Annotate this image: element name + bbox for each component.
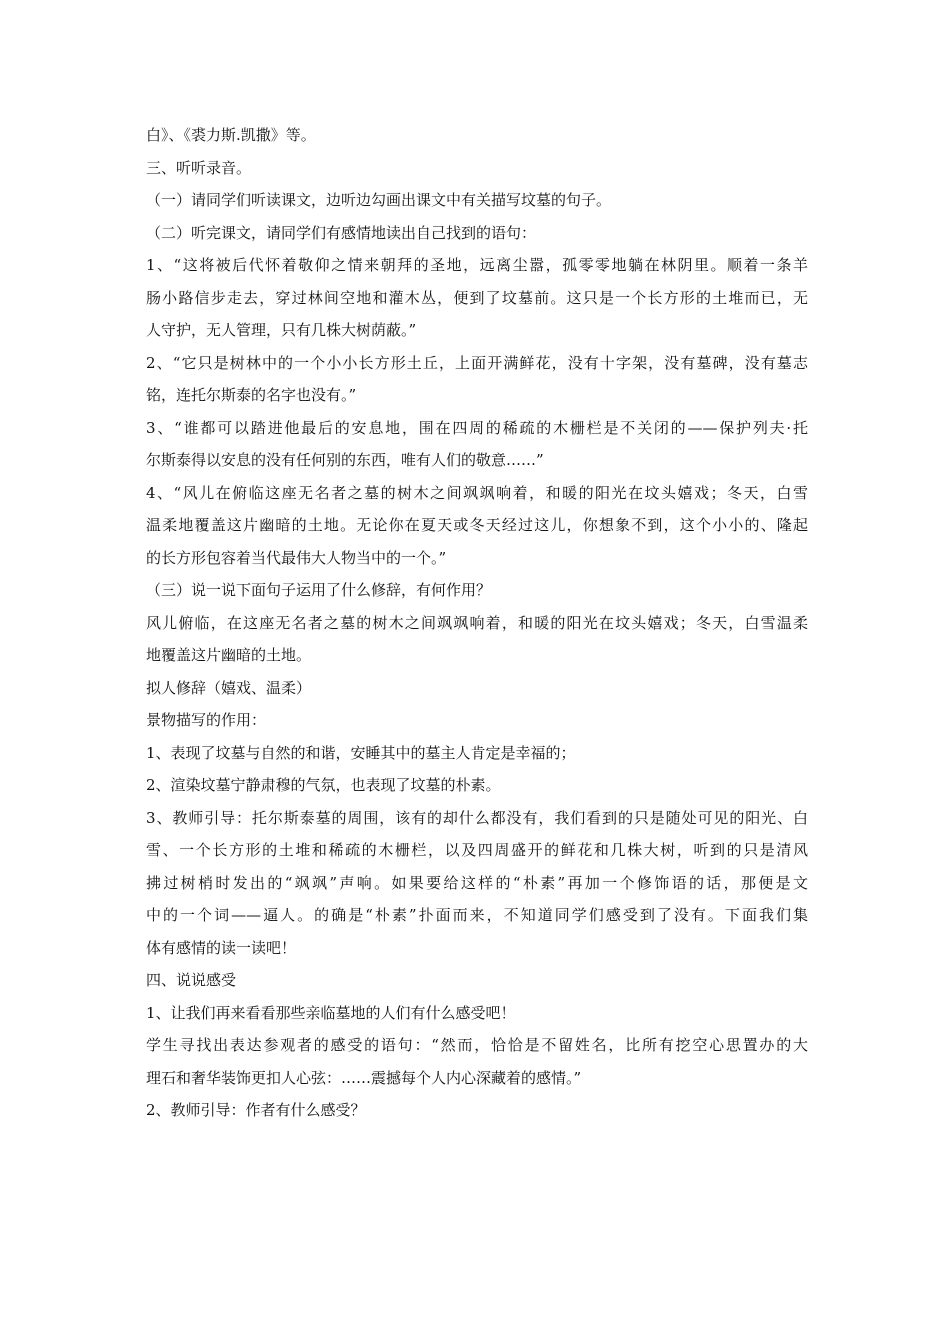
text-line: 四、说说感受 [146, 971, 237, 989]
text-line: 雪、一个长方形的土堆和稀疏的木栅栏，以及四周盛开的鲜花和几株大树，听到的只是清风 [146, 841, 808, 859]
text-line: 2、教师引导：作者有什么感受？ [146, 1101, 366, 1119]
text-line: 1、让我们再来看看那些亲临墓地的人们有什么感受吧！ [146, 1003, 516, 1022]
text-line: 温柔地覆盖这片幽暗的土地。无论你在夏天或冬天经过这儿，你想象不到，这个小小的、隆起 [146, 516, 808, 534]
text-line: 三、听听录音。 [146, 158, 252, 177]
text-line: 人守护，无人管理，只有几株大树荫蔽。” [146, 321, 417, 339]
text-line: （二）听完课文，请同学们有感情地读出自己找到的语句： [146, 223, 537, 242]
text-line: （三）说一说下面句子运用了什么修辞，有何作用？ [146, 581, 492, 599]
text-line: 3、“谁都可以踏进他最后的安息地，围在四周的稀疏的木栅栏是不关闭的——保护列夫·托 [146, 418, 808, 437]
text-line: 学生寻找出表达参观者的感受的语句：“然而，恰恰是不留姓名，比所有挖空心思置办的大 [146, 1036, 808, 1054]
text-line: 地覆盖这片幽暗的土地。 [146, 646, 312, 664]
text-line: 风儿俯临，在这座无名者之墓的树木之间飒飒响着，和暖的阳光在坟头嬉戏；冬天，白雪温柔 [146, 613, 808, 632]
text-line: 拟人修辞（嬉戏、温柔） [146, 678, 312, 697]
text-line: 的长方形包容着当代最伟大人物当中的一个。” [146, 548, 447, 567]
text-line: 拂过树梢时发出的“飒飒”声响。如果要给这样的“朴素”再加一个修饰语的话，那便是文 [146, 873, 808, 892]
document-page [146, 119, 808, 1127]
text-line: （一）请同学们听读课文，边听边勾画出课文中有关描写坟墓的句子。 [146, 191, 612, 209]
text-line: 2、渲染坟墓宁静肃穆的气氛，也表现了坟墓的朴素。 [146, 776, 501, 794]
text-line: 尔斯泰得以安息的没有任何别的东西，唯有人们的敬意……” [146, 451, 544, 469]
text-line: 体有感情的读一读吧！ [146, 938, 297, 957]
text-line: 2、“它只是树林中的一个小小长方形土丘，上面开满鲜花，没有十字架，没有墓碑，没有墓志 [146, 353, 808, 372]
text-line: 铭，连托尔斯泰的名字也没有。” [146, 386, 357, 404]
text-line: 1、表现了坟墓与自然的和谐，安睡其中的墓主人肯定是幸福的； [146, 743, 576, 762]
text-line: 3、教师引导：托尔斯泰墓的周围，该有的却什么都没有，我们看到的只是随处可见的阳光、白 [146, 808, 808, 827]
text-line: 1、“这将被后代怀着敬仰之情来朝拜的圣地，远离尘嚣，孤零零地躺在林阴里。顺着一条羊 [146, 256, 808, 274]
text-line: 肠小路信步走去，穿过林间空地和灌木丛，便到了坟墓前。这只是一个长方形的土堆而已，无 [146, 288, 808, 307]
text-line: 理石和奢华装饰更扣人心弦：……震撼每个人内心深藏着的感情。” [146, 1068, 582, 1087]
text-line: 景物描写的作用： [146, 711, 267, 729]
text-line: 中的一个词——逼人。的确是“朴素”扑面而来，不知道同学们感受到了没有。下面我们集 [146, 906, 808, 924]
text-line: 白》、《裘力斯.凯撒》等。 [146, 126, 316, 144]
text-line: 4、“风儿在俯临这座无名者之墓的树木之间飒飒响着，和暖的阳光在坟头嬉戏；冬天，白雪 [146, 483, 808, 502]
